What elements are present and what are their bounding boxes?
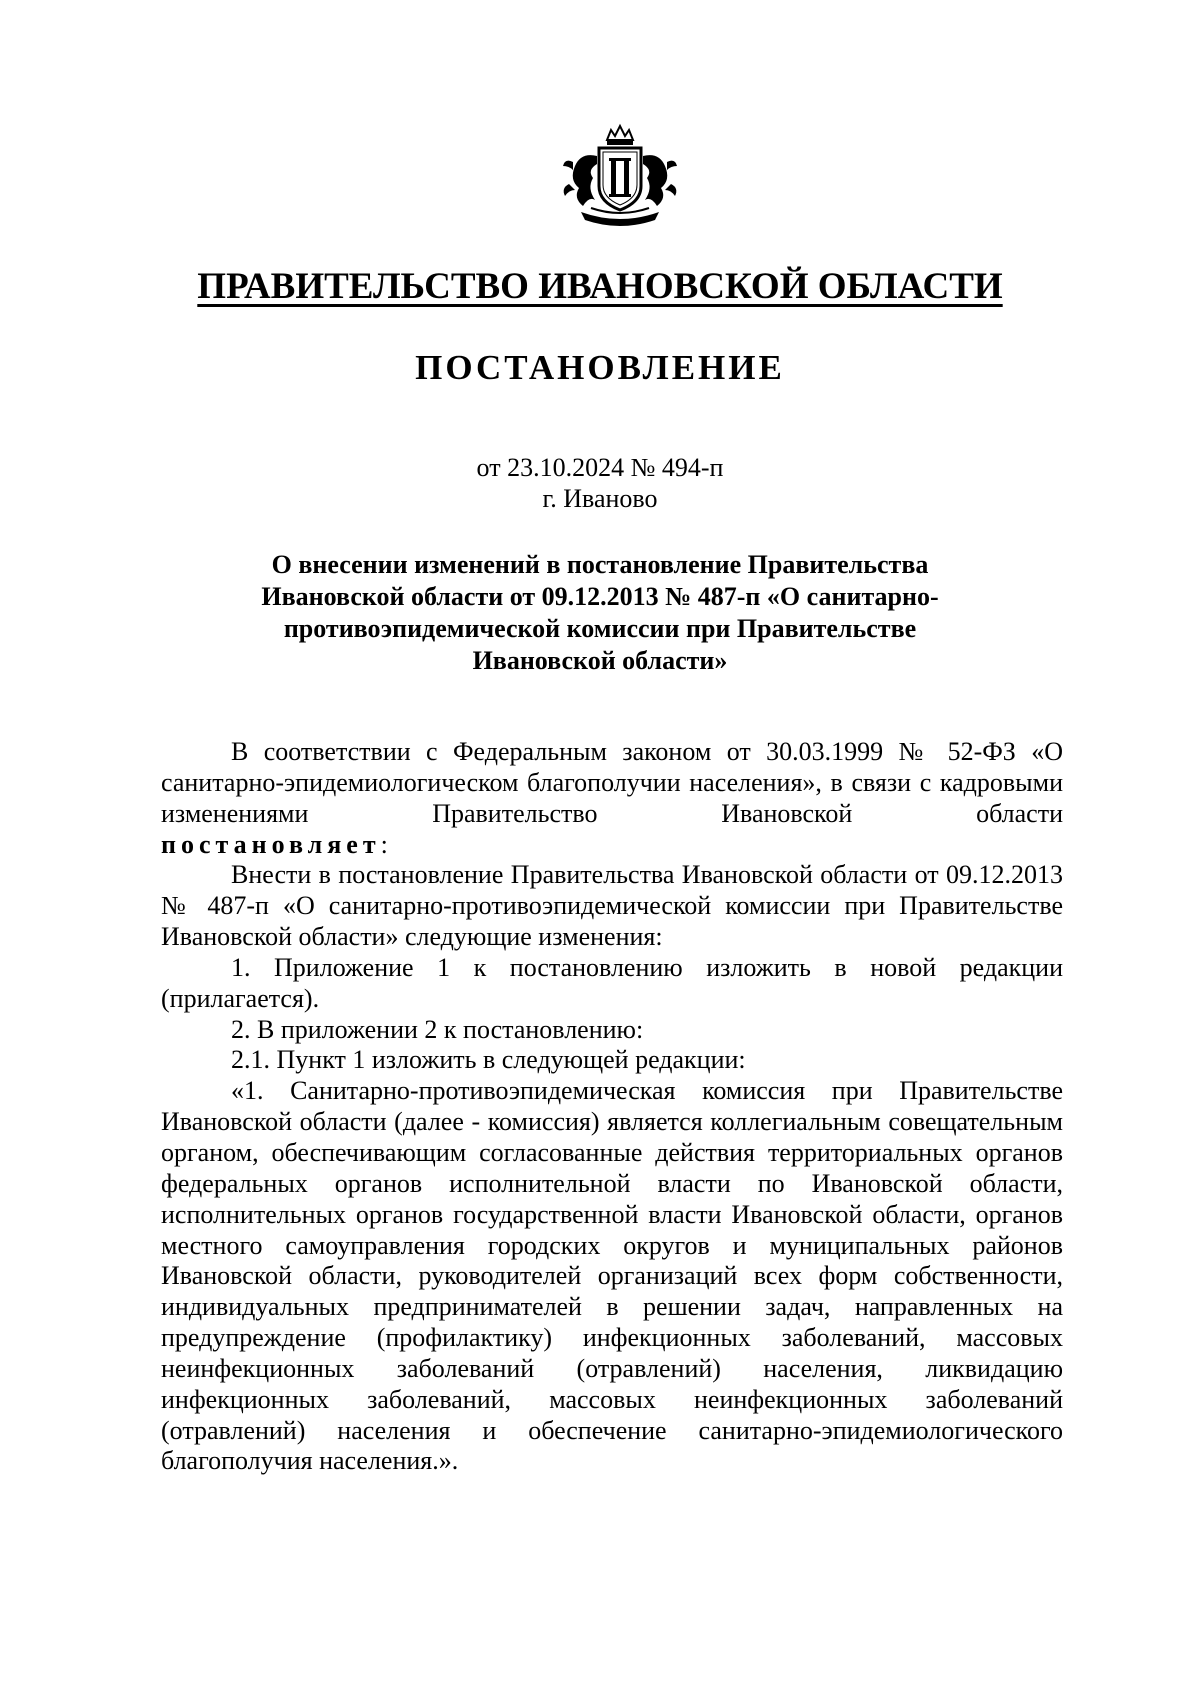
body-paragraph: «1. Санитарно-противоэпидемическая комиссия при Правительстве Ивановской области (далее - комиссия) является коллегиальным совещательным органом, обеспечивающим согласованные действия территориальных органов федеральных органов исполнительной власти по Ивановской области, исполнительных органов государственной власти Ивановской области, органов местного самоуправления городских округов и муниципальных районов Ивановской области, руководителей организаций всех форм собственности, индивидуальных предпринимателей в решении задач, направленных на предупреждение (профилактику) инфекционных заболеваний, массовых неинфекционных заболеваний (отравлений) населения, ликвидацию инфекционных заболеваний, массовых неинфекционных заболеваний (отравлений) населения и обеспечение санитарно-эпидемиологического благополучия населения.». [161, 1076, 1063, 1476]
decree-line [161, 830, 1063, 861]
decree-colon: : [380, 829, 388, 859]
body-paragraph: 2. В приложении 2 к постановлению: [231, 1014, 644, 1044]
subject-line: Ивановской области» [472, 646, 728, 675]
body-paragraph: 1. Приложение 1 к постановлению изложить в новой редакции (прилагается). [161, 952, 1063, 1013]
document-body [161, 737, 1063, 1477]
body-paragraph: Внести в постановление Правительства Ивановской области от 09.12.2013 № 487-п «О санитарно-противоэпидемической комиссии при Правительстве Ивановской области» следующие изменения: [161, 860, 1063, 952]
coat-of-arms-icon [557, 122, 683, 230]
preamble-paragraph: В соответствии с Федеральным законом от 30.03.1999 № 52-ФЗ «О санитарно-эпидемиологическом благополучии населения», в связи с кадровыми изменениями Правительство Ивановской области [161, 737, 1063, 828]
subject-line: О внесении изменений в постановление Правительства [271, 550, 929, 579]
document-date-number: от 23.10.2024 № 494-п [476, 453, 724, 482]
document-subject [200, 549, 1000, 677]
organization-title: ПРАВИТЕЛЬСТВО ИВАНОВСКОЙ ОБЛАСТИ [197, 266, 1003, 307]
subject-line: Ивановской области от 09.12.2013 № 487-п «О санитарно- [261, 582, 939, 611]
body-paragraph: 2.1. Пункт 1 изложить в следующей редакции: [231, 1045, 746, 1075]
subject-line: противоэпидемической комиссии при Правительстве [283, 614, 917, 643]
decree-word: постановляет [161, 829, 381, 859]
document-city: г. Иваново [542, 484, 658, 513]
document-type-heading: ПОСТАНОВЛЕНИЕ [415, 348, 785, 387]
